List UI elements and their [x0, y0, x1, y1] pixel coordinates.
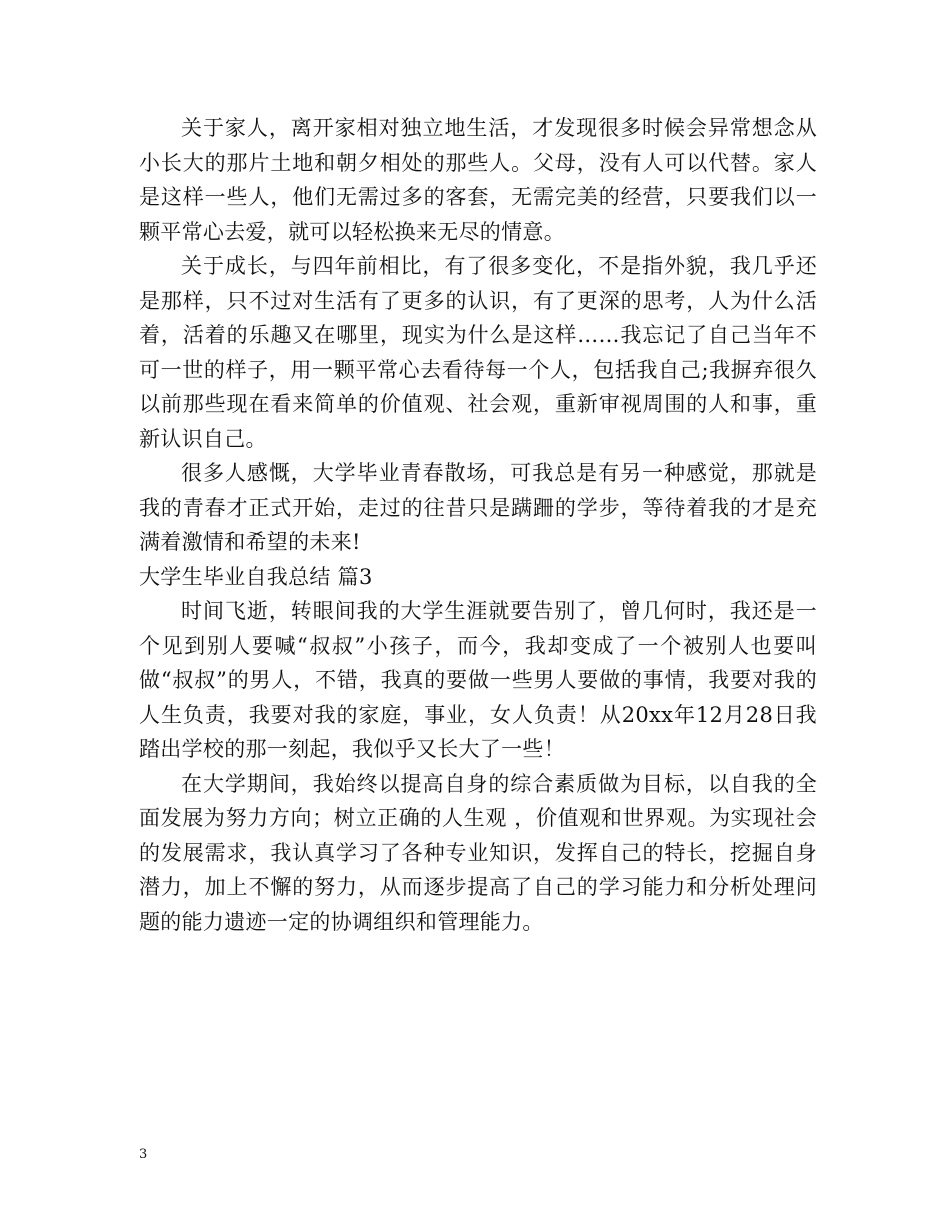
document-body: [139, 111, 817, 939]
section-heading: 大学生毕业自我总结 篇3: [139, 564, 373, 589]
paragraph-time-flies: 时间飞逝，转眼间我的大学生涯就要告别了，曾几何时，我还是一个见到别人要喊“叔叔”小孩子，而今，我却变成了一个被别人也要叫做“叔叔”的男人，不错，我真的要做一些男人要做的事情，我要对我的人生负责，我要对我的家庭，事业，女人负责！从20xx年12月28日我踏出学校的那一刻起，我似乎又长大了一些！: [139, 599, 817, 761]
page-number: 3: [139, 1147, 148, 1162]
paragraph-family: 关于家人，离开家相对独立地生活，才发现很多时候会异常想念从小长大的那片土地和朝夕相处的那些人。父母，没有人可以代替。家人是这样一些人，他们无需过多的客套，无需完美的经营，只要我们以一颗平常心去爱，就可以轻松换来无尽的情意。: [139, 116, 817, 244]
paragraph-growth: 关于成长，与四年前相比，有了很多变化，不是指外貌，我几乎还是那样，只不过对生活有了更多的认识，有了更深的思考，人为什么活着，活着的乐趣又在哪里，现实为什么是这样……我忘记了自己当年不可一世的样子，用一颗平常心去看待每一个人，包括我自己;我摒弃很久以前那些现在看来简单的价值观、社会观，重新审视周围的人和事，重新认识自己。: [139, 254, 817, 451]
paragraph-youth: 很多人感慨，大学毕业青春散场，可我总是有另一种感觉，那就是我的青春才正式开始，走过的往昔只是蹒跚的学步，等待着我的才是充满着激情和希望的未来!: [139, 461, 817, 554]
paragraph-university: 在大学期间，我始终以提高自身的综合素质做为目标，以自我的全面发展为努力方向；树立正确的人生观 ，价值观和世界观。为实现社会的发展需求，我认真学习了各种专业知识，发挥自己的特长，挖掘自身潜力，加上不懈的努力，从而逐步提高了自己的学习能力和分析处理问题的能力遗迹一定的协调组织和管理能力。: [139, 771, 817, 934]
